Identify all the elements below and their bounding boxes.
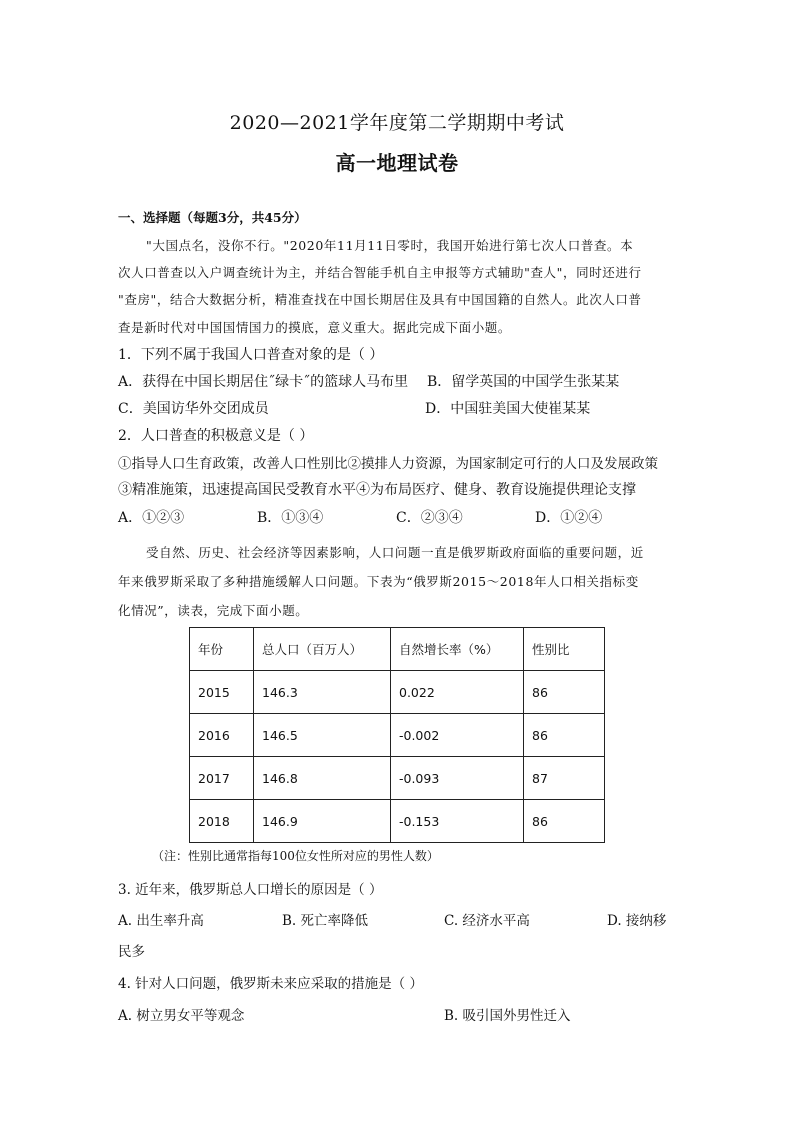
exam-subtitle: 高一地理试卷 [335,151,459,175]
table-cell: 146.5 [254,714,391,757]
table-header-cell: 年份 [190,628,254,671]
table-row [190,671,605,714]
table-header-cell: 自然增长率（%） [391,628,524,671]
passage1-line: 查是新时代对中国国情国力的摸底，意义重大。据此完成下面小题。 [118,320,512,335]
question-2-option-a: A．①②③ [118,510,185,526]
table-row [190,800,605,843]
table-note: （注：性别比通常指每100位女性所对应的男性人数） [152,849,439,863]
table-cell: 2016 [190,714,254,757]
question-3-option-d-continued: 民多 [118,944,145,960]
population-table [189,627,605,843]
passage1-line: 次人口普查以入户调查统计为主，并结合智能手机自主申报等方式辅助"查人"，同时还进行 [118,265,642,280]
passage2-line: 化情况”，读表，完成下面小题。 [118,603,309,618]
table-header-cell: 总人口（百万人） [254,628,391,671]
passage1-line: "大国点名，没你不行。"2020年11月11日零时，我国开始进行第七次人口普查。本 [146,238,634,253]
question-1-option-b: B．留学英国的中国学生张某某 [427,374,620,390]
table-header-cell: 性别比 [524,628,605,671]
table-cell: 87 [524,757,605,800]
question-3-option-b: B. 死亡率降低 [282,913,369,929]
question-1-option-a: A．获得在中国长期居住˝绿卡˝的篮球人马布里 [118,374,409,390]
passage1-line: "查房"，结合大数据分析，精准查找在中国长期居住及具有中国国籍的自然人。此次人口普 [118,292,642,307]
question-2-statement: ①指导人口生育政策，改善人口性别比②摸排人力资源，为国家制定可行的人口及发展政策 [118,456,658,472]
table-cell: -0.093 [391,757,524,800]
question-1-option-c: C．美国访华外交团成员 [118,401,269,417]
passage2-line: 受自然、历史、社会经济等因素影响，人口问题一直是俄罗斯政府面临的重要问题，近 [146,545,644,560]
table-row [190,757,605,800]
table-cell: 2018 [190,800,254,843]
question-4-stem: 4. 针对人口问题，俄罗斯未来应采取的措施是（ ） [118,976,423,992]
question-2-statement: ③精准施策，迅速提高国民受教育水平④为布局医疗、健身、教育设施提供理论支撑 [118,482,636,498]
table-cell: 2017 [190,757,254,800]
question-2-option-d: D．①②④ [535,510,603,526]
question-2-option-b: B．①③④ [257,510,324,526]
question-3-option-d: D. 接纳移 [607,913,667,929]
table-cell: 2015 [190,671,254,714]
question-3-option-a: A. 出生率升高 [118,913,204,929]
question-3-option-c: C. 经济水平高 [444,913,530,929]
table-cell: -0.153 [391,800,524,843]
question-1-stem: 1．下列不属于我国人口普查对象的是（ ） [118,347,384,363]
table-cell: 146.9 [254,800,391,843]
table-cell: 86 [524,714,605,757]
table-cell: 86 [524,800,605,843]
table-row [190,714,605,757]
question-1-option-d: D．中国驻美国大使崔某某 [425,401,591,417]
section-heading: 一、选择题（每题3分，共45分） [118,210,307,225]
question-4-option-a: A. 树立男女平等观念 [118,1008,245,1024]
question-2-stem: 2．人口普查的积极意义是（ ） [118,428,314,444]
table-cell: 146.8 [254,757,391,800]
question-3-stem: 3. 近年来，俄罗斯总人口增长的原因是（ ） [118,882,383,898]
exam-title: 2020—2021学年度第二学期期中考试 [229,112,565,134]
question-4-option-b: B. 吸引国外男性迁入 [444,1008,571,1024]
question-2-option-c: C．②③④ [396,510,463,526]
table-cell: 0.022 [391,671,524,714]
table-cell: 146.3 [254,671,391,714]
table-cell: 86 [524,671,605,714]
table-cell: -0.002 [391,714,524,757]
passage2-line: 年来俄罗斯采取了多种措施缓解人口问题。下表为“俄罗斯2015～2018年人口相关指标变 [118,574,639,589]
table-header-row [190,628,605,671]
